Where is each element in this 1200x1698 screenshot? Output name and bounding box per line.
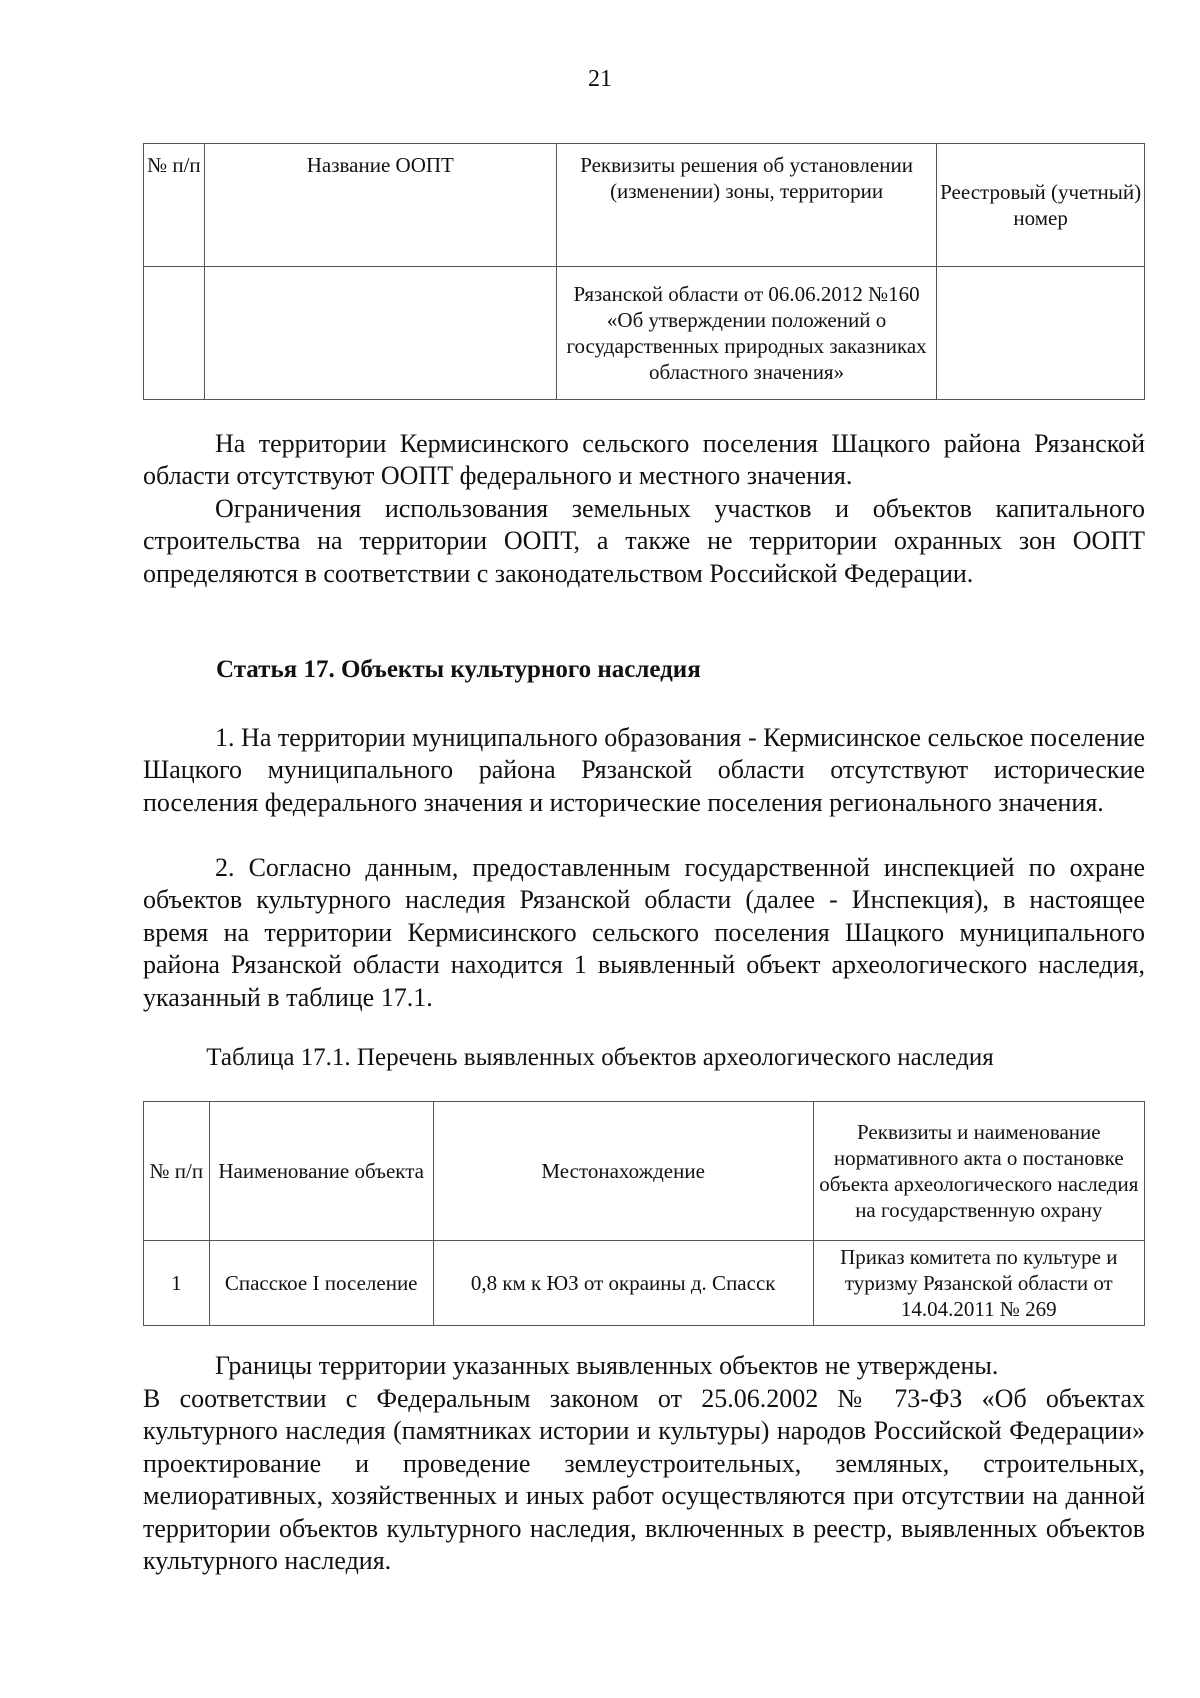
cell-act: Приказ комитета по культуре и туризму Рязанской области от 14.04.2011 № 269 [813,1241,1144,1326]
page-number: 21 [588,66,612,92]
header-cell-number: № п/п [144,144,205,267]
paragraph-historical-settlements: 1. На территории муниципального образования - Кермисинское сельское поселение Шацкого муниципального района Рязанской области отсутствуют исторические поселения федерального значения и исторические поселения регионального значения. [143,723,1145,817]
header-cell-number: № п/п [144,1102,210,1241]
header-cell-registry: Реестровый (учетный) номер [937,144,1145,267]
cell-name [204,267,556,400]
paragraph-inspection-data: 2. Согласно данным, предоставленным государственной инспекцией по охране объектов культурного наследия Рязанской области (далее - Инспекция), в настоящее время на территории Кермисинского сельского поселения Шацкого муниципального района Рязанской области находится 1 выявленный объект археологического наследия, указанный в таблице 17.1. [143,853,1145,1012]
cell-decision: Рязанской области от 06.06.2012 №160 «Об утверждении положений о государственных природных заказниках областного значения» [556,267,936,400]
cell-number [144,267,205,400]
archaeological-objects-table [143,1101,1145,1326]
paragraph-boundaries: Границы территории указанных выявленных объектов не утверждены. [215,1351,999,1380]
table-row [144,1241,1145,1326]
oopt-table [143,143,1145,400]
paragraph-federal-law: В соответствии с Федеральным законом от 25.06.2002 № 73-ФЗ «Об объектах культурного наследия (памятниках истории и культуры) народов Российской Федерации» проектирование и проведение землеустроительных, земляных, строительных, мелиоративных, хозяйственных и иных работ осуществляются при отсутствии на данной территории объектов культурного наследия, включенных в реестр, выявленных объектов культурного наследия. [143,1384,1145,1576]
header-cell-decision: Реквизиты решения об установлении (изменении) зоны, территории [556,144,936,267]
header-cell-object-name: Наименование объекта [209,1102,433,1241]
table-row [144,267,1145,400]
header-cell-location: Местонахождение [433,1102,813,1241]
cell-location: 0,8 км к ЮЗ от окраины д. Спасск [433,1241,813,1326]
cell-number: 1 [144,1241,210,1326]
header-cell-name: Название ООПТ [204,144,556,267]
table-header-row [144,144,1145,267]
header-cell-act: Реквизиты и наименование нормативного акта о постановке объекта археологического наследия на государственную охрану [813,1102,1144,1241]
table-caption: Таблица 17.1. Перечень выявленных объектов археологического наследия [206,1044,994,1071]
cell-object-name: Спасское I поселение [209,1241,433,1326]
article-heading: Статья 17. Объекты культурного наследия [216,656,701,683]
cell-registry [937,267,1145,400]
paragraph-oopt-absent: На территории Кермисинского сельского поселения Шацкого района Рязанской области отсутствуют ООПТ федерального и местного значения. [143,429,1145,491]
table-header-row [144,1102,1145,1241]
paragraph-restrictions: Ограничения использования земельных участков и объектов капитального строительства на территории ООПТ, а также не территории охранных зон ООПТ определяются в соответствии с законодательством Российской Федерации. [143,494,1145,588]
